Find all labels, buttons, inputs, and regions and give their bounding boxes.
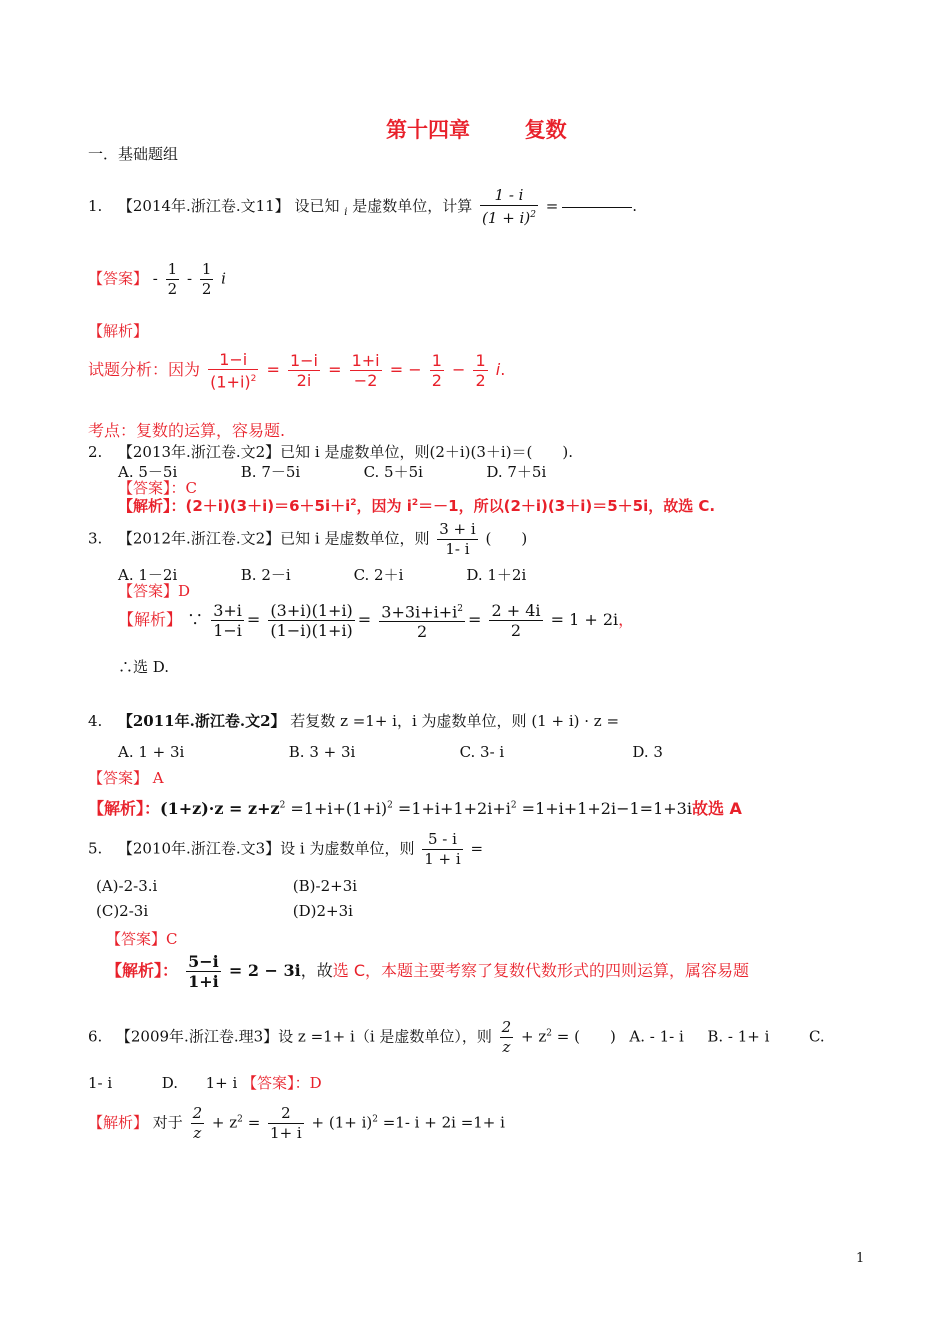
q1-fraction	[480, 186, 538, 228]
q3-stem: 【2012年.浙江卷.文2】已知 i 是虚数单位，则	[117, 529, 430, 548]
q6-a-sup: 2	[237, 1114, 243, 1125]
q6-sup: 2	[546, 1028, 552, 1039]
q1-analysis-tag: 【解析】	[88, 322, 149, 340]
q1-a-f4-den: 2	[431, 371, 442, 391]
q3-because: ∵	[187, 610, 204, 630]
question-1	[88, 186, 637, 228]
q1-blank	[562, 207, 632, 208]
q4-answer	[88, 767, 164, 788]
q3-opt-d: D. 1＋2i	[466, 566, 527, 584]
q6-answer-tag: 【答案】	[242, 1074, 295, 1092]
q1-a-frac1	[208, 350, 258, 391]
q3-a-f2-den: (1−i)(1+i)	[270, 621, 353, 641]
q1-ans-frac1	[166, 260, 180, 299]
q1-ans-den2: 2	[201, 280, 212, 298]
q1-a-neg2: −	[451, 360, 466, 380]
q1-a-f5-den: 2	[475, 371, 486, 391]
q5-opt-d: (D)2+3i	[292, 902, 353, 920]
q1-a-f1-sup: 2	[250, 374, 257, 384]
q2-analysis-sup2: 2	[411, 498, 419, 508]
q5-stem: 【2010年.浙江卷.文3】设 i 为虚数单位，则	[117, 839, 415, 858]
q1-ans-i: i	[221, 269, 226, 288]
q5-opt-c: (C)2-3i	[96, 902, 149, 920]
q1-kaodian: 考点：复数的运算，容易题.	[88, 421, 286, 440]
q1-a-f5-num: 1	[475, 351, 486, 371]
question-3	[88, 520, 527, 559]
q1-text-a: 设已知	[294, 197, 340, 215]
q5-analysis-tag: 【解析】	[106, 961, 163, 980]
q3-a-frac4	[489, 601, 542, 640]
q6-a-plus: + z	[211, 1113, 238, 1132]
q1-eq: =	[545, 197, 559, 215]
q1-ans-minus2: -	[186, 269, 193, 288]
q6-opt-c: C.	[808, 1027, 825, 1046]
q5-a-comma: ，故	[300, 961, 333, 980]
q6-analysis-lead: 对于	[152, 1113, 183, 1132]
q1-a-f3-num: 1+i	[351, 351, 380, 371]
q1-a-f1-den: (1+i)	[210, 372, 251, 392]
q1-a-frac4	[430, 351, 444, 390]
q1-analysis	[88, 350, 505, 391]
q1-a-eq1: =	[266, 360, 280, 380]
q6-a-sup2: 2	[372, 1114, 378, 1125]
q1-a-tail-dot: .	[500, 360, 506, 380]
q2-number: 2.	[88, 443, 103, 461]
q3-a-result: = 1 + 2i	[550, 610, 619, 630]
q3-a-f3-den: 2	[417, 622, 428, 642]
q1-ans-num2: 1	[201, 260, 212, 278]
q2-analysis	[118, 495, 715, 516]
q6-analysis	[88, 1104, 505, 1143]
question-6	[88, 1018, 825, 1057]
q1-ans-num1: 1	[167, 260, 178, 278]
q4-analysis	[88, 796, 742, 819]
q5-fraction	[422, 830, 462, 869]
q4-analysis-colon: ：	[144, 799, 161, 818]
q1-a-f4-num: 1	[431, 351, 442, 371]
q4-opt-d: D. 3	[632, 743, 663, 761]
q1-a-eq2: =	[328, 360, 342, 380]
q6-stem: 【2009年.浙江卷.理3】设 z =1+ i（i 是虚数单位），则	[115, 1027, 492, 1046]
q3-a-f3-sup: 2	[457, 604, 463, 614]
title-chapter: 第十四章	[386, 117, 470, 142]
q3-a-f3-num: 3+3i+i+i	[381, 602, 458, 622]
q4-a-3: =1+i+1+2i+i	[392, 799, 511, 818]
page-title	[386, 114, 567, 144]
q5-opt-b: (B)-2+3i	[292, 877, 358, 895]
q3-opt-c: C. 2＋i	[353, 566, 404, 584]
q6-a-frac2	[268, 1104, 304, 1143]
q3-answer-value: D	[178, 582, 191, 600]
q1-var-i: i	[344, 207, 348, 218]
q3-opt-a: A. 1－2i	[118, 566, 178, 584]
q3-a-f2-num: (3+i)(1+i)	[270, 601, 353, 621]
q1-source: 【2014年.浙江卷.文11】	[117, 197, 290, 215]
q1-frac-num: 1 - i	[480, 186, 538, 206]
q1-frac-den: (1 + i)	[482, 209, 531, 227]
q3-number: 3.	[88, 529, 103, 548]
q5-a-frac	[186, 952, 221, 991]
q3-opt-b: B. 2－i	[240, 566, 291, 584]
q5-eq: =	[470, 839, 484, 858]
q5-frac-den: 1 + i	[424, 850, 461, 868]
q4-answer-value: A	[152, 769, 164, 787]
q4-answer-tag: 【答案】	[88, 769, 149, 787]
q5-answer-value: C	[166, 930, 178, 948]
q6-a-f1-num: 2	[192, 1104, 203, 1122]
q4-opt-b: B. 3 + 3i	[288, 743, 356, 761]
q5-a-num: 5−i	[188, 952, 219, 971]
q5-a-result: = 2 − 3i	[228, 961, 301, 980]
q2-opt-c: C. 5＋5i	[363, 463, 423, 481]
q6-a-frac1	[191, 1104, 205, 1143]
q6-opt-b: B. - 1+ i	[707, 1027, 770, 1046]
q6-opt-d2: 1+ i	[205, 1074, 238, 1092]
q6-opt-a: A. - 1- i	[629, 1027, 684, 1046]
q4-a-sup2: 2	[387, 800, 393, 811]
q3-a-frac1	[211, 601, 244, 640]
q5-frac-num: 5 - i	[422, 830, 462, 850]
q5-verdict: 选 C，本题主要考察了复数代数形式的四则运算，属容易题	[332, 961, 749, 980]
q2-answer-tag: 【答案】	[118, 479, 171, 497]
q2-analysis-a: ：(2＋i)(3＋i)＝6＋5i＋i	[170, 497, 351, 515]
q1-analysis-lead: 试题分析：因为	[88, 360, 201, 380]
q3-therefore: ∴选 D.	[118, 658, 170, 676]
q1-a-f3-den: −2	[353, 371, 378, 391]
q3-paren: ( )	[485, 529, 528, 548]
q4-options	[118, 743, 663, 761]
q6-a-eq: =	[247, 1113, 261, 1132]
q6-a-end: =1- i + 2i =1+ i	[377, 1113, 505, 1132]
q1-a-frac2	[288, 351, 320, 390]
question-2	[88, 441, 573, 462]
title-topic: 复数	[524, 117, 567, 142]
q6-fraction	[500, 1018, 514, 1057]
q4-a-4: =1+i+1+2i−1=1+3i	[516, 799, 692, 818]
q2-analysis-sup: 2	[350, 498, 357, 508]
page-number: 1	[856, 1251, 865, 1266]
q6-a-f1-den: z	[193, 1124, 202, 1142]
q6-opt-c2: 1- i	[88, 1074, 113, 1092]
q5-analysis-colon: ：	[162, 961, 179, 980]
q3-a-f4-num: 2 + 4i	[491, 601, 541, 621]
question-5	[88, 830, 483, 869]
q1-a-frac3	[350, 351, 382, 390]
q3-a-comma: ，	[618, 610, 635, 630]
q5-answer	[106, 928, 178, 949]
q5-number: 5.	[88, 839, 103, 858]
q4-number: 4.	[88, 712, 103, 730]
q3-answer	[118, 580, 190, 601]
q2-analysis-b: ，因为 i	[356, 497, 412, 515]
q2-stem: 【2013年.浙江卷.文2】已知 i 是虚数单位，则(2＋i)(3＋i)＝( ).	[117, 443, 574, 461]
q1-answer	[88, 260, 226, 299]
q1-ans-minus1: -	[152, 269, 158, 288]
q6-opt-d: D.	[161, 1074, 179, 1092]
q1-frac-den-sup: 2	[530, 210, 536, 220]
question-4	[88, 710, 619, 731]
q2-opt-a: A. 5－5i	[118, 463, 178, 481]
q3-analysis: 【解析】 ∵ $\frac{3+i}{1-i}$ = $\frac{(3+i)(1+i)}{(1-i)(1+i)}$ = $\frac{3+3i+i+i^2}{2}$ = $\frac{2 + 4i}{2}$ = 1 + 2i，	[118, 601, 635, 642]
q6-a-tail: + (1+ i)	[311, 1113, 373, 1132]
q6-plus-z: + z	[521, 1027, 547, 1046]
q6-a-f2-num: 2	[268, 1104, 304, 1124]
q4-verdict: 故选 A	[691, 799, 742, 818]
q6-eq: = ( )	[556, 1027, 616, 1046]
q4-a-2: =1+i+(1+i)	[285, 799, 388, 818]
q6-number: 6.	[88, 1027, 103, 1046]
q1-a-eq3: =	[389, 360, 404, 380]
q5-opt-a: (A)-2-3.i	[96, 877, 158, 895]
q1-a-frac5	[473, 351, 487, 390]
q1-answer-tag: 【答案】	[88, 269, 149, 288]
q3-a-frac2	[268, 601, 354, 640]
q4-opt-c: C. 3- i	[459, 743, 505, 761]
q6-line2	[88, 1072, 322, 1093]
q2-opt-d: D. 7＋5i	[486, 463, 547, 481]
section-heading: 一．基础题组	[88, 145, 179, 163]
q6-frac-den: z	[502, 1038, 511, 1056]
q3-frac-den: 1- i	[445, 540, 470, 558]
q5-a-den: 1+i	[188, 972, 219, 991]
q4-stem: 若复数 z =1+ i，i 为虚数单位，则 (1 + i) · z =	[290, 712, 620, 730]
q1-a-f1-num: 1−i	[208, 350, 258, 370]
q6-frac-num: 2	[501, 1018, 512, 1036]
q4-analysis-tag: 【解析】	[88, 799, 145, 818]
q3-answer-tag: 【答案】	[118, 582, 179, 600]
q4-source: 【2011年.浙江卷.文2】	[117, 712, 286, 730]
q1-a-neg1: −	[408, 360, 422, 380]
q5-analysis	[106, 952, 749, 991]
q2-analysis-tag: 【解析】	[118, 497, 171, 515]
q3-a-frac3	[379, 600, 465, 641]
q3-frac-num: 3 + i	[439, 520, 476, 538]
q1-a-tail-i: i	[495, 360, 501, 380]
q5-answer-tag: 【答案】	[106, 930, 167, 948]
q4-opt-a: A. 1 + 3i	[118, 743, 185, 761]
q2-answer-value: ：C	[170, 479, 197, 497]
q1-a-f2-num: 1−i	[289, 351, 318, 371]
q2-opt-b: B. 7－5i	[240, 463, 301, 481]
q6-analysis-tag: 【解析】	[88, 1113, 149, 1132]
q3-a-f4-den: 2	[510, 621, 522, 641]
q1-ans-den1: 2	[167, 280, 178, 298]
q3-a-f1-den: 1−i	[213, 621, 242, 641]
q1-a-f2-den: 2i	[296, 371, 312, 391]
q1-ans-frac2	[200, 260, 214, 299]
q4-a-sup3: 2	[510, 800, 517, 811]
q3-fraction	[437, 520, 477, 559]
q4-a-sup1: 2	[279, 800, 286, 811]
q4-a-1: (1+z)·z = z+z	[160, 799, 280, 818]
q2-analysis-c: ＝－1，所以(2＋i)(3＋i)＝5＋5i，故选 C.	[418, 497, 716, 515]
q6-a-f2-den: 1+ i	[270, 1124, 302, 1142]
q1-number: 1.	[88, 197, 103, 215]
q6-answer-value: ：D	[294, 1074, 322, 1092]
q5-options-row1	[96, 877, 357, 895]
q1-text-b: 是虚数单位，计算	[352, 197, 473, 215]
q3-analysis-tag: 【解析】	[118, 610, 183, 630]
q1-end: .	[632, 197, 638, 215]
q5-options-row2	[96, 902, 353, 920]
q3-a-f1-num: 3+i	[213, 601, 242, 621]
